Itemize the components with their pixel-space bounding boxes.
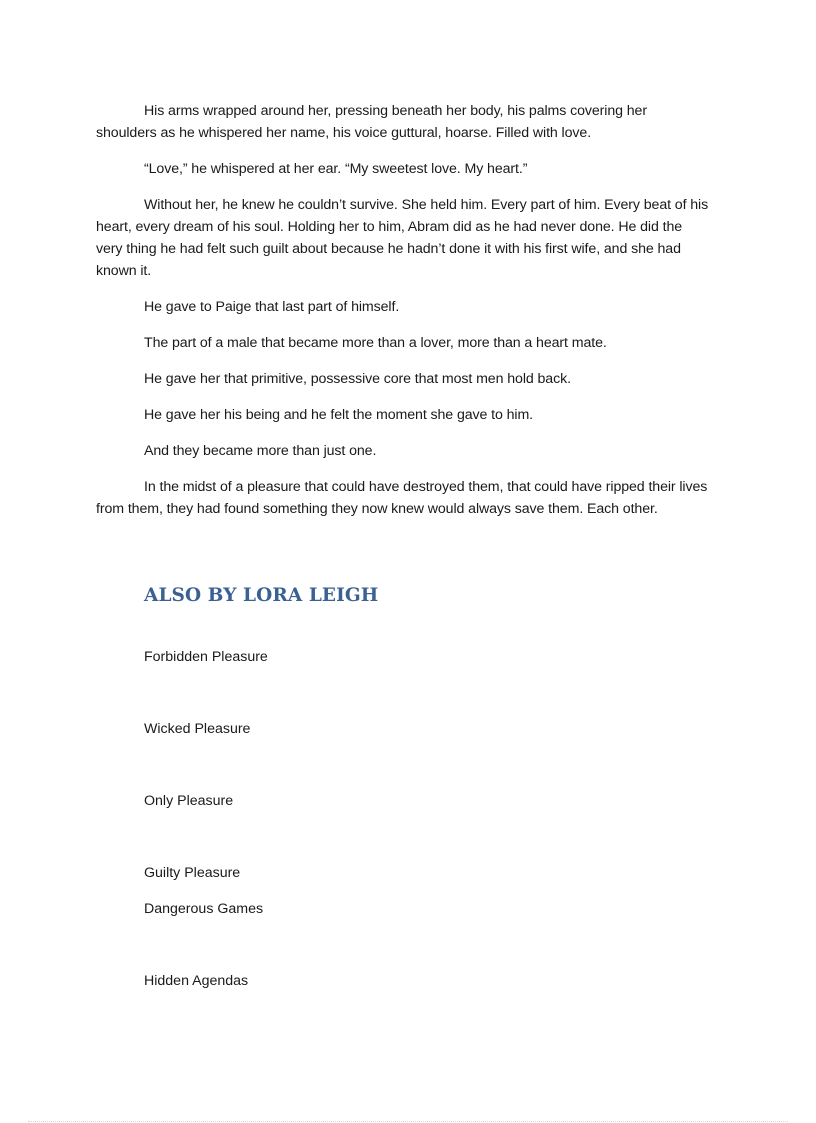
paragraph: And they became more than just one. xyxy=(144,443,377,459)
paragraph: The part of a male that became more than a lover, more than a heart mate. xyxy=(144,335,607,351)
book-title: Hidden Agendas xyxy=(144,973,249,989)
book-title: Wicked Pleasure xyxy=(144,721,251,737)
page-bottom-rule xyxy=(28,1121,788,1122)
book-title: Only Pleasure xyxy=(144,793,234,809)
story-text xyxy=(96,100,710,534)
book-title: Dangerous Games xyxy=(144,901,264,917)
book-title: Forbidden Pleasure xyxy=(144,649,268,665)
book-title: Guilty Pleasure xyxy=(144,865,241,881)
paragraph: His arms wrapped around her, pressing beneath her body, his palms covering her shoulders as he whispered her name, his voice guttural, hoarse. Filled with love. xyxy=(96,103,647,141)
paragraph: In the midst of a pleasure that could have destroyed them, that could have ripped their lives from them, they had found something they now knew would always save them. Each other. xyxy=(96,479,708,517)
also-by-heading: ALSO BY LORA LEIGH xyxy=(144,585,379,606)
paragraph: Without her, he knew he couldn’t survive. She held him. Every part of him. Every beat of his heart, every dream of his soul. Holding her to him, Abram did as he had never done. He did the very thing he had felt such guilt about because he hadn’t done it with his first wife, and she had known it. xyxy=(96,197,709,279)
paragraph: He gave her that primitive, possessive core that most men hold back. xyxy=(144,371,571,387)
paragraph: He gave her his being and he felt the moment she gave to him. xyxy=(144,407,534,423)
paragraph: “Love,” he whispered at her ear. “My sweetest love. My heart.” xyxy=(144,161,528,177)
paragraph: He gave to Paige that last part of himself. xyxy=(144,299,400,315)
